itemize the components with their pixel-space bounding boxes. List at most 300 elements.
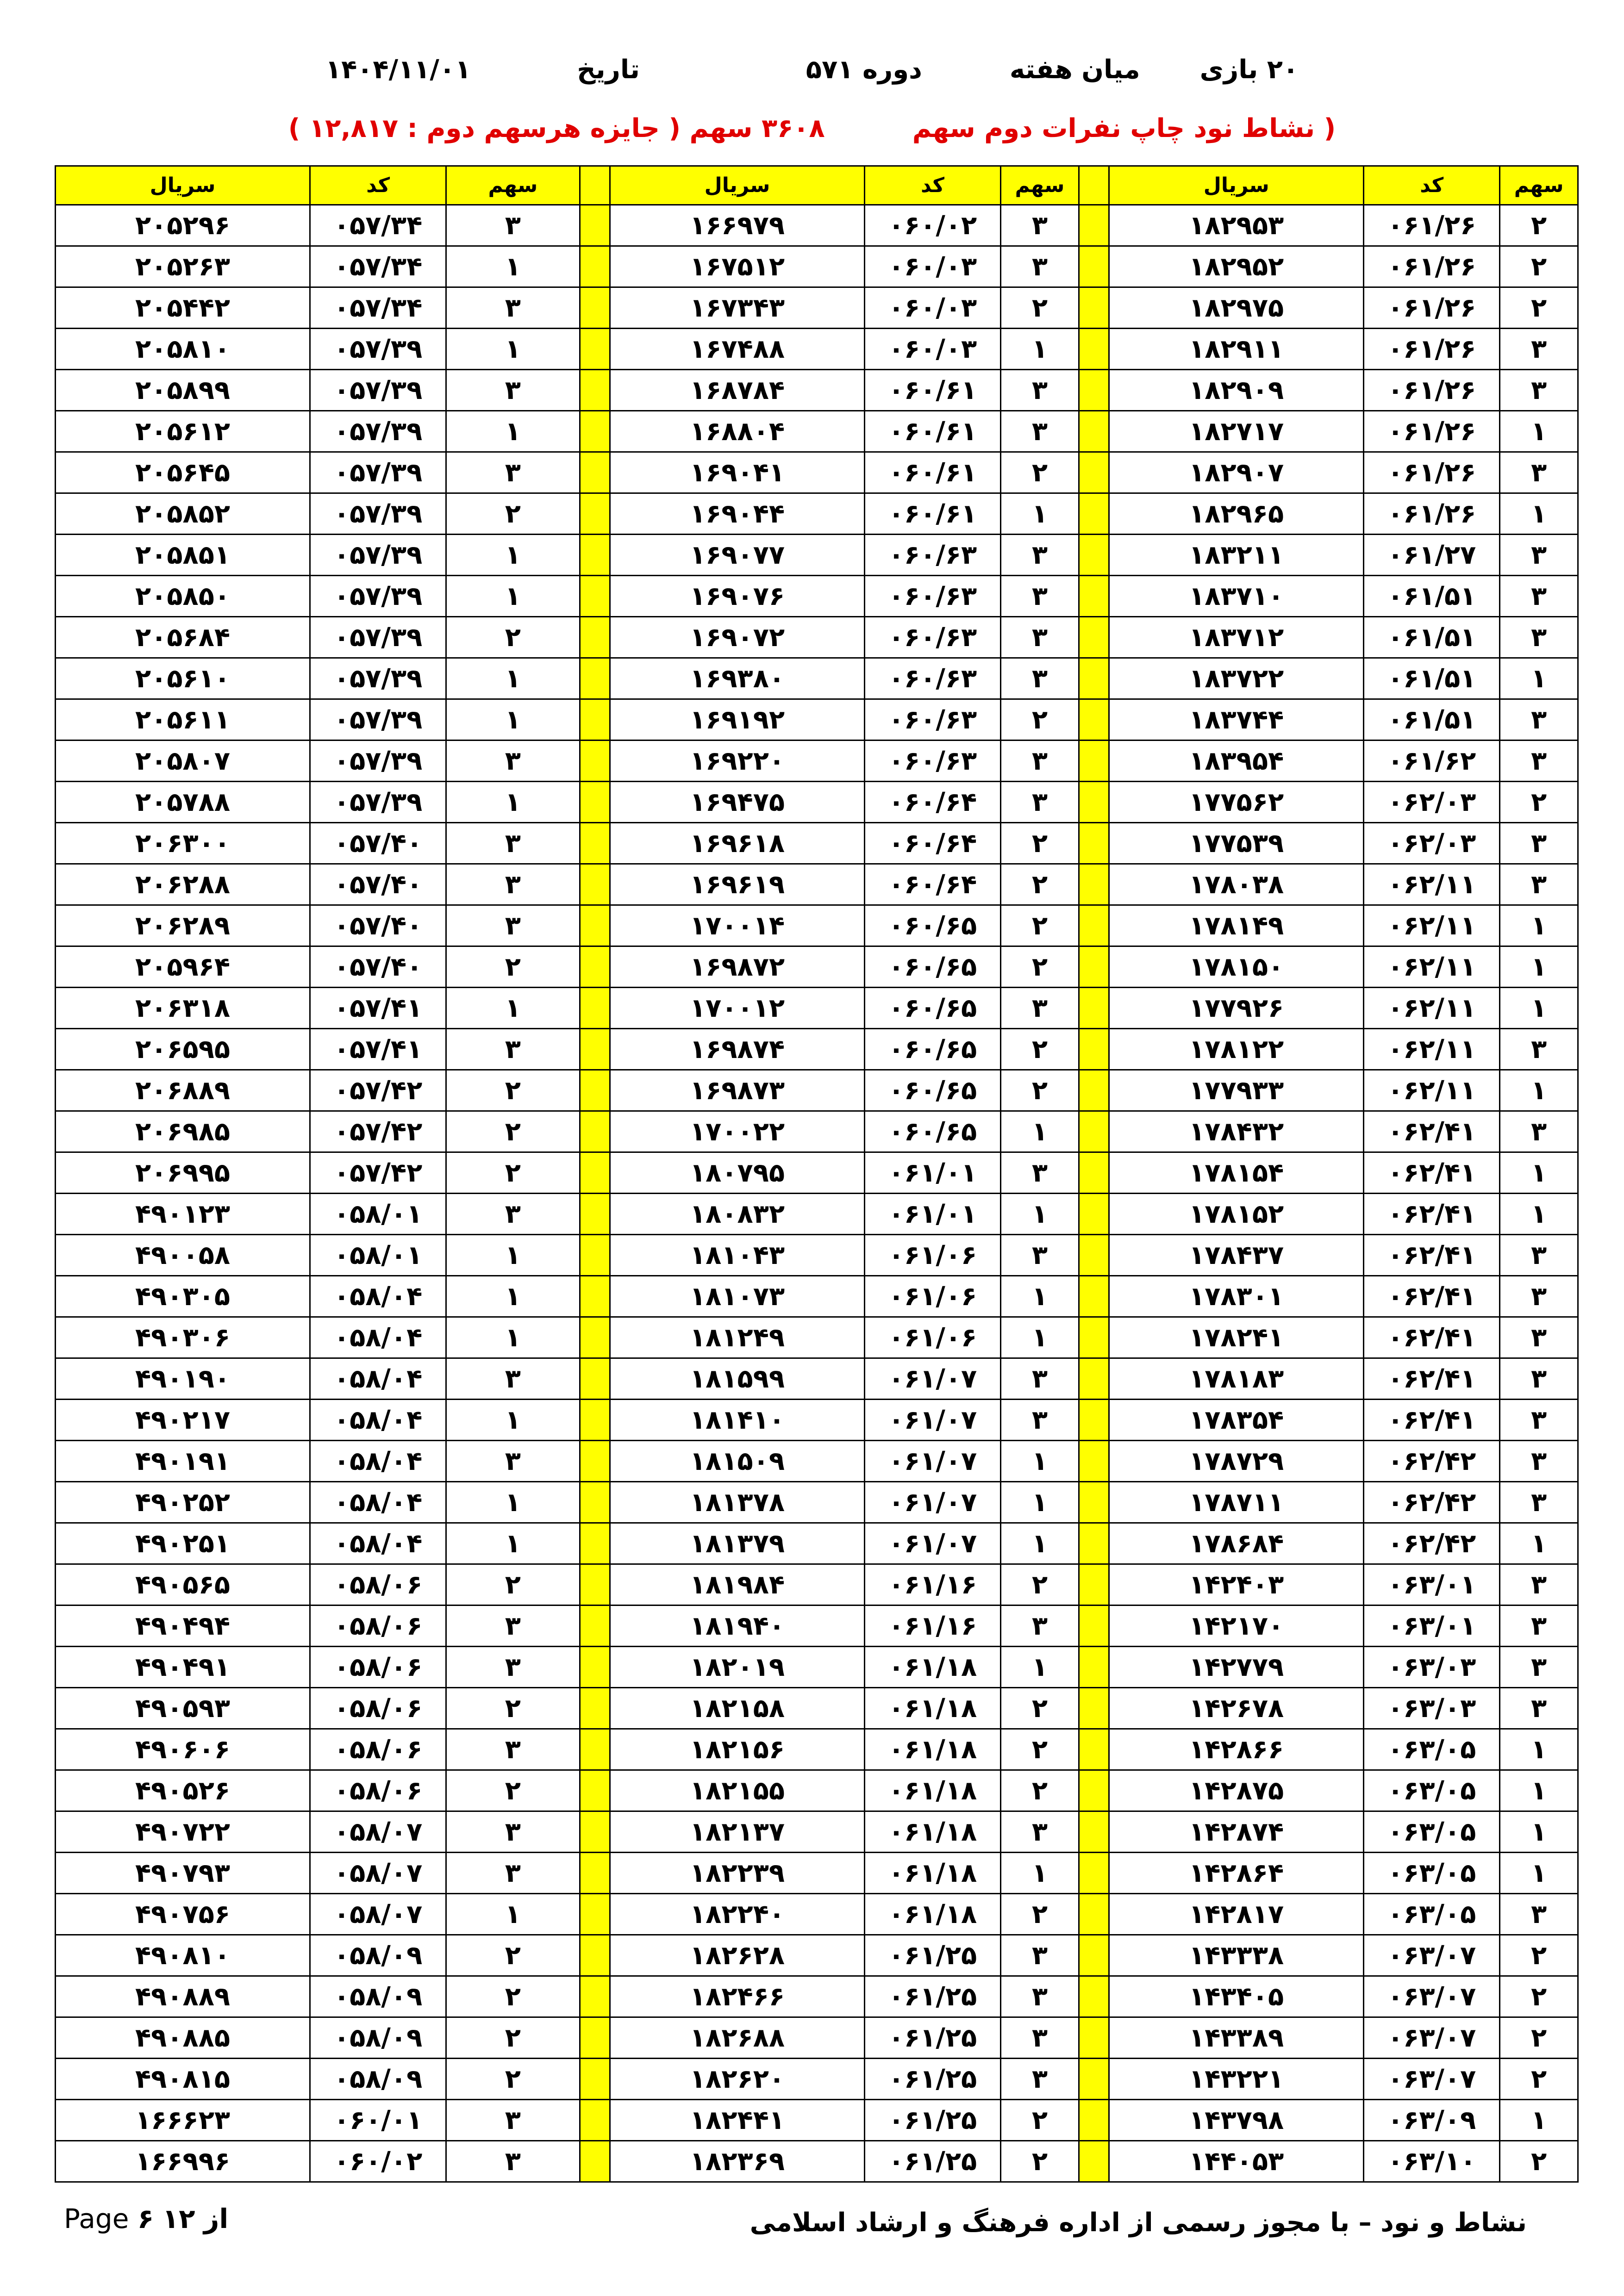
col-code-1: کد	[1364, 166, 1500, 205]
code-cell: ۰۶۳/۰۷	[1364, 1976, 1500, 2017]
column-separator	[1079, 1317, 1109, 1358]
code-cell: ۰۶۱/۰۷	[865, 1482, 1001, 1523]
code-cell: ۰۶۰/۰۲	[865, 205, 1001, 246]
column-separator	[1079, 1853, 1109, 1894]
serial-cell: ۴۹۰۱۹۱	[56, 1441, 310, 1482]
serial-cell: ۱۶۸۸۰۴	[610, 411, 865, 452]
share-cell: ۲	[1500, 246, 1578, 287]
serial-cell: ۴۹۰۸۸۵	[56, 2017, 310, 2059]
share-cell: ۲	[446, 1770, 580, 1811]
share-cell: ۳	[1001, 576, 1079, 617]
serial-cell: ۱۷۰۰۱۴	[610, 905, 865, 946]
share-cell: ۱	[1001, 1647, 1079, 1688]
code-cell: ۰۶۰/۰۳	[865, 329, 1001, 370]
column-separator	[1079, 287, 1109, 329]
table-row	[56, 1564, 1578, 1605]
share-cell: ۳	[1500, 1235, 1578, 1276]
share-cell: ۳	[1500, 1276, 1578, 1317]
table-row	[56, 782, 1578, 823]
serial-cell: ۱۶۶۶۲۳	[56, 2100, 310, 2141]
code-cell: ۰۶۲/۴۲	[1364, 1441, 1500, 1482]
share-cell: ۲	[446, 2059, 580, 2100]
column-separator	[580, 1935, 610, 1976]
share-cell: ۱	[446, 782, 580, 823]
share-cell: ۲	[1500, 1976, 1578, 2017]
share-cell: ۲	[1001, 1688, 1079, 1729]
serial-cell: ۲۰۵۸۱۰	[56, 329, 310, 370]
share-cell: ۲	[1001, 2141, 1079, 2182]
serial-cell: ۱۸۲۱۵۸	[610, 1688, 865, 1729]
code-cell: ۰۶۱/۲۶	[1364, 287, 1500, 329]
code-cell: ۰۶۲/۴۱	[1364, 1194, 1500, 1235]
code-cell: ۰۶۱/۰۶	[865, 1317, 1001, 1358]
column-separator	[580, 166, 610, 205]
code-cell: ۰۶۱/۲۷	[1364, 535, 1500, 576]
code-cell: ۰۶۱/۱۸	[865, 1688, 1001, 1729]
share-cell: ۳	[446, 864, 580, 905]
share-cell: ۲	[1001, 1894, 1079, 1935]
serial-cell: ۲۰۵۶۱۱	[56, 699, 310, 740]
serial-cell: ۲۰۵۶۱۲	[56, 411, 310, 452]
column-separator	[580, 1276, 610, 1317]
share-cell: ۳	[446, 1811, 580, 1853]
column-separator	[580, 535, 610, 576]
serial-cell: ۱۴۳۲۲۱	[1109, 2059, 1364, 2100]
code-cell: ۰۶۱/۲۶	[1364, 493, 1500, 535]
share-cell: ۲	[1500, 2141, 1578, 2182]
share-cell: ۳	[1500, 1400, 1578, 1441]
code-cell: ۰۶۱/۲۶	[1364, 370, 1500, 411]
subtitle-part-a: ( نشاط نود چاپ نفرات دوم سهم	[912, 113, 1336, 143]
serial-cell: ۱۷۸۷۲۹	[1109, 1441, 1364, 1482]
share-cell: ۲	[1001, 2100, 1079, 2141]
column-separator	[580, 2100, 610, 2141]
code-cell: ۰۶۰/۰۱	[310, 2100, 446, 2141]
column-separator	[1079, 576, 1109, 617]
serial-cell: ۱۶۹۰۴۴	[610, 493, 865, 535]
code-cell: ۰۵۸/۰۶	[310, 1688, 446, 1729]
serial-cell: ۱۴۳۷۹۸	[1109, 2100, 1364, 2141]
serial-cell: ۴۹۰۸۱۰	[56, 1935, 310, 1976]
column-separator	[1079, 905, 1109, 946]
share-cell: ۳	[446, 287, 580, 329]
share-cell: ۲	[446, 617, 580, 658]
serial-cell: ۱۶۹۴۷۵	[610, 782, 865, 823]
column-separator	[580, 411, 610, 452]
serial-cell: ۱۴۲۴۰۳	[1109, 1564, 1364, 1605]
code-cell: ۰۶۰/۶۵	[865, 988, 1001, 1029]
column-separator	[580, 576, 610, 617]
share-cell: ۳	[446, 1029, 580, 1070]
share-cell: ۱	[446, 1482, 580, 1523]
share-cell: ۲	[446, 1152, 580, 1194]
serial-cell: ۱۸۱۳۷۹	[610, 1523, 865, 1564]
share-cell: ۲	[1001, 1070, 1079, 1111]
share-cell: ۲	[446, 493, 580, 535]
code-cell: ۰۶۰/۶۱	[865, 370, 1001, 411]
serial-cell: ۱۸۳۷۱۲	[1109, 617, 1364, 658]
code-cell: ۰۵۷/۴۲	[310, 1111, 446, 1152]
col-serial-3: سریال	[56, 166, 310, 205]
share-cell: ۱	[446, 535, 580, 576]
code-cell: ۰۶۰/۶۳	[865, 617, 1001, 658]
code-cell: ۰۶۲/۱۱	[1364, 1029, 1500, 1070]
page-number: ۶	[137, 2203, 154, 2234]
column-separator	[580, 1070, 610, 1111]
share-cell: ۱	[446, 1235, 580, 1276]
column-separator	[1079, 1523, 1109, 1564]
subtitle-part-b: ۳۶۰۸ سهم ( جایزه هرسهم دوم : ۱۲,۸۱۷ )	[288, 113, 825, 143]
serial-cell: ۱۸۲۶۲۰	[610, 2059, 865, 2100]
code-cell: ۰۶۱/۰۶	[865, 1276, 1001, 1317]
column-separator	[580, 1194, 610, 1235]
serial-cell: ۱۷۰۰۲۲	[610, 1111, 865, 1152]
column-separator	[1079, 617, 1109, 658]
share-cell: ۲	[446, 2017, 580, 2059]
code-cell: ۰۵۸/۰۱	[310, 1235, 446, 1276]
share-cell: ۳	[1500, 1111, 1578, 1152]
share-cell: ۲	[446, 1688, 580, 1729]
table-row	[56, 1317, 1578, 1358]
code-cell: ۰۶۰/۶۴	[865, 864, 1001, 905]
code-cell: ۰۶۱/۲۶	[1364, 246, 1500, 287]
code-cell: ۰۶۱/۲۵	[865, 2059, 1001, 2100]
column-separator	[1079, 1194, 1109, 1235]
share-cell: ۲	[1001, 452, 1079, 493]
column-separator	[1079, 740, 1109, 782]
serial-cell: ۱۴۳۳۸۹	[1109, 2017, 1364, 2059]
share-cell: ۱	[1001, 329, 1079, 370]
serial-cell: ۲۰۶۹۹۵	[56, 1152, 310, 1194]
serial-cell: ۲۰۵۸۵۰	[56, 576, 310, 617]
share-cell: ۲	[1500, 2059, 1578, 2100]
table-row	[56, 1729, 1578, 1770]
serial-cell: ۱۸۲۳۶۹	[610, 2141, 865, 2182]
code-cell: ۰۵۸/۰۹	[310, 1976, 446, 2017]
serial-cell: ۴۹۰۴۹۱	[56, 1647, 310, 1688]
code-cell: ۰۵۷/۳۹	[310, 576, 446, 617]
share-cell: ۱	[1001, 1523, 1079, 1564]
share-cell: ۳	[1500, 1317, 1578, 1358]
column-separator	[580, 493, 610, 535]
code-cell: ۰۶۱/۰۷	[865, 1400, 1001, 1441]
share-cell: ۳	[446, 1853, 580, 1894]
code-cell: ۰۶۱/۲۵	[865, 2141, 1001, 2182]
weekday-label: میان هفته	[1009, 55, 1140, 85]
serial-cell: ۱۸۱۲۴۹	[610, 1317, 865, 1358]
column-separator	[1079, 1729, 1109, 1770]
table-row	[56, 1111, 1578, 1152]
column-separator	[1079, 1647, 1109, 1688]
serial-cell: ۱۸۲۹۰۷	[1109, 452, 1364, 493]
column-separator	[580, 370, 610, 411]
code-cell: ۰۵۷/۳۴	[310, 246, 446, 287]
column-separator	[580, 205, 610, 246]
share-cell: ۳	[1001, 1358, 1079, 1400]
code-cell: ۰۶۱/۰۶	[865, 1235, 1001, 1276]
share-cell: ۳	[1001, 740, 1079, 782]
table-row	[56, 1894, 1578, 1935]
code-cell: ۰۵۷/۳۹	[310, 329, 446, 370]
code-cell: ۰۶۳/۰۵	[1364, 1729, 1500, 1770]
share-cell: ۱	[446, 658, 580, 699]
column-separator	[1079, 823, 1109, 864]
table-row	[56, 1770, 1578, 1811]
column-separator	[580, 1523, 610, 1564]
share-cell: ۲	[1500, 782, 1578, 823]
code-cell: ۰۶۱/۲۵	[865, 1935, 1001, 1976]
column-separator	[580, 823, 610, 864]
share-cell: ۲	[446, 1070, 580, 1111]
column-separator	[580, 2141, 610, 2182]
code-cell: ۰۵۸/۰۹	[310, 2017, 446, 2059]
serial-cell: ۲۰۵۶۸۴	[56, 617, 310, 658]
code-cell: ۰۵۸/۰۴	[310, 1317, 446, 1358]
share-cell: ۱	[1001, 1194, 1079, 1235]
share-cell: ۳	[1001, 1811, 1079, 1853]
share-cell: ۳	[1500, 699, 1578, 740]
serial-cell: ۱۸۱۹۸۴	[610, 1564, 865, 1605]
share-cell: ۱	[446, 329, 580, 370]
serial-cell: ۲۰۵۷۸۸	[56, 782, 310, 823]
share-cell: ۳	[1500, 1688, 1578, 1729]
column-separator	[580, 1564, 610, 1605]
share-cell: ۳	[1500, 1029, 1578, 1070]
share-cell: ۳	[1001, 535, 1079, 576]
serial-cell: ۱۷۸۱۵۰	[1109, 946, 1364, 988]
code-cell: ۰۶۱/۱۸	[865, 1770, 1001, 1811]
serial-cell: ۴۹۰۲۵۲	[56, 1482, 310, 1523]
col-share-1: سهم	[1500, 166, 1578, 205]
share-cell: ۲	[446, 1976, 580, 2017]
column-separator	[1079, 370, 1109, 411]
code-cell: ۰۶۱/۱۸	[865, 1729, 1001, 1770]
code-cell: ۰۵۸/۰۴	[310, 1441, 446, 1482]
serial-cell: ۱۷۷۵۶۲	[1109, 782, 1364, 823]
code-cell: ۰۵۷/۳۹	[310, 535, 446, 576]
code-cell: ۰۶۰/۶۵	[865, 1070, 1001, 1111]
serial-cell: ۲۰۵۹۶۴	[56, 946, 310, 988]
code-cell: ۰۶۱/۱۶	[865, 1605, 1001, 1647]
serial-cell: ۱۸۳۹۵۴	[1109, 740, 1364, 782]
serial-cell: ۱۶۹۰۷۷	[610, 535, 865, 576]
table-row	[56, 905, 1578, 946]
code-cell: ۰۶۲/۱۱	[1364, 905, 1500, 946]
code-cell: ۰۵۷/۳۹	[310, 782, 446, 823]
column-separator	[1079, 1564, 1109, 1605]
code-cell: ۰۵۸/۰۷	[310, 1894, 446, 1935]
serial-cell: ۱۶۷۴۸۸	[610, 329, 865, 370]
code-cell: ۰۶۰/۶۳	[865, 658, 1001, 699]
share-cell: ۳	[1500, 1482, 1578, 1523]
serial-cell: ۴۹۰۸۱۵	[56, 2059, 310, 2100]
share-cell: ۳	[1500, 617, 1578, 658]
serial-cell: ۱۸۲۱۵۶	[610, 1729, 865, 1770]
share-cell: ۱	[1500, 493, 1578, 535]
serial-cell: ۱۸۲۴۶۶	[610, 1976, 865, 2017]
serial-cell: ۱۷۸۳۰۱	[1109, 1276, 1364, 1317]
column-separator	[1079, 1482, 1109, 1523]
share-cell: ۱	[1500, 2100, 1578, 2141]
column-separator	[580, 864, 610, 905]
column-separator	[580, 1894, 610, 1935]
share-cell: ۳	[1001, 2017, 1079, 2059]
code-cell: ۰۵۸/۰۴	[310, 1276, 446, 1317]
share-cell: ۳	[1001, 2059, 1079, 2100]
serial-cell: ۱۸۱۹۴۰	[610, 1605, 865, 1647]
code-cell: ۰۶۳/۰۳	[1364, 1647, 1500, 1688]
column-separator	[1079, 988, 1109, 1029]
serial-cell: ۱۷۸۶۸۴	[1109, 1523, 1364, 1564]
serial-cell: ۴۹۰۶۰۶	[56, 1729, 310, 1770]
table-row	[56, 493, 1578, 535]
serial-cell: ۱۷۷۹۳۳	[1109, 1070, 1364, 1111]
serial-cell: ۱۴۲۸۶۴	[1109, 1853, 1364, 1894]
column-separator	[580, 1235, 610, 1276]
page-indicator	[64, 2203, 228, 2234]
code-cell: ۰۶۳/۰۷	[1364, 2059, 1500, 2100]
share-cell: ۱	[446, 246, 580, 287]
code-cell: ۰۵۷/۴۰	[310, 823, 446, 864]
table-row	[56, 246, 1578, 287]
share-cell: ۱	[1500, 1770, 1578, 1811]
share-cell: ۱	[1500, 1152, 1578, 1194]
share-cell: ۲	[1001, 1029, 1079, 1070]
column-separator	[580, 1029, 610, 1070]
share-cell: ۱	[1500, 905, 1578, 946]
date-value: ۱۴۰۴/۱۱/۰۱	[325, 55, 471, 85]
serial-cell: ۱۴۳۴۰۵	[1109, 1976, 1364, 2017]
code-cell: ۰۵۷/۴۱	[310, 988, 446, 1029]
share-cell: ۲	[1001, 905, 1079, 946]
serial-cell: ۱۷۸۳۵۴	[1109, 1400, 1364, 1441]
table-row	[56, 1811, 1578, 1853]
serial-cell: ۲۰۶۳۰۰	[56, 823, 310, 864]
code-cell: ۰۶۱/۲۵	[865, 2017, 1001, 2059]
table-row	[56, 658, 1578, 699]
serial-cell: ۴۹۰۸۸۹	[56, 1976, 310, 2017]
serial-cell: ۱۷۰۰۱۲	[610, 988, 865, 1029]
share-cell: ۱	[1500, 1194, 1578, 1235]
code-cell: ۰۶۱/۲۶	[1364, 205, 1500, 246]
share-cell: ۱	[1500, 1729, 1578, 1770]
serial-cell: ۱۴۴۰۵۳	[1109, 2141, 1364, 2182]
serial-cell: ۱۷۸۱۸۳	[1109, 1358, 1364, 1400]
serial-cell: ۱۶۹۸۷۲	[610, 946, 865, 988]
share-cell: ۲	[1001, 287, 1079, 329]
code-cell: ۰۵۷/۳۹	[310, 370, 446, 411]
serial-cell: ۱۷۸۱۲۲	[1109, 1029, 1364, 1070]
column-separator	[1079, 166, 1109, 205]
serial-cell: ۱۸۱۴۱۰	[610, 1400, 865, 1441]
serial-cell: ۲۰۵۸۵۱	[56, 535, 310, 576]
share-cell: ۳	[1500, 1894, 1578, 1935]
share-cell: ۳	[1500, 1441, 1578, 1482]
column-separator	[580, 740, 610, 782]
serial-cell: ۴۹۰۳۰۵	[56, 1276, 310, 1317]
share-cell: ۳	[1001, 205, 1079, 246]
column-separator	[580, 452, 610, 493]
serial-cell: ۱۸۲۶۲۸	[610, 1935, 865, 1976]
serial-cell: ۱۸۲۹۵۳	[1109, 205, 1364, 246]
code-cell: ۰۶۲/۱۱	[1364, 988, 1500, 1029]
code-cell: ۰۶۲/۴۱	[1364, 1111, 1500, 1152]
code-cell: ۰۶۲/۱۱	[1364, 864, 1500, 905]
code-cell: ۰۵۷/۳۹	[310, 452, 446, 493]
share-cell: ۳	[1500, 1647, 1578, 1688]
serial-cell: ۱۶۹۲۲۰	[610, 740, 865, 782]
table-row	[56, 411, 1578, 452]
code-cell: ۰۶۲/۴۱	[1364, 1276, 1500, 1317]
table-row	[56, 617, 1578, 658]
code-cell: ۰۶۱/۲۶	[1364, 329, 1500, 370]
share-cell: ۱	[446, 699, 580, 740]
serial-cell: ۱۶۹۸۷۴	[610, 1029, 865, 1070]
share-cell: ۳	[446, 1441, 580, 1482]
serial-cell: ۱۸۳۷۲۲	[1109, 658, 1364, 699]
code-cell: ۰۶۳/۰۳	[1364, 1688, 1500, 1729]
code-cell: ۰۶۲/۱۱	[1364, 946, 1500, 988]
table-row	[56, 1523, 1578, 1564]
share-cell: ۱	[1001, 1482, 1079, 1523]
serial-cell: ۱۸۲۹۰۹	[1109, 370, 1364, 411]
column-separator	[1079, 658, 1109, 699]
share-cell: ۱	[446, 1276, 580, 1317]
col-share-3: سهم	[446, 166, 580, 205]
share-cell: ۳	[446, 370, 580, 411]
column-separator	[580, 1317, 610, 1358]
serial-cell: ۴۹۰۳۰۶	[56, 1317, 310, 1358]
column-separator	[1079, 1152, 1109, 1194]
code-cell: ۰۵۸/۰۷	[310, 1853, 446, 1894]
serial-cell: ۴۹۰۴۹۴	[56, 1605, 310, 1647]
code-cell: ۰۶۱/۰۱	[865, 1152, 1001, 1194]
share-cell: ۱	[446, 1317, 580, 1358]
serial-cell: ۲۰۶۵۹۵	[56, 1029, 310, 1070]
serial-cell: ۱۶۹۶۱۹	[610, 864, 865, 905]
serial-cell: ۱۸۰۷۹۵	[610, 1152, 865, 1194]
column-separator	[1079, 1358, 1109, 1400]
serial-cell: ۱۴۲۸۷۴	[1109, 1811, 1364, 1853]
code-cell: ۰۶۲/۰۳	[1364, 823, 1500, 864]
share-cell: ۲	[1001, 1729, 1079, 1770]
code-cell: ۰۶۲/۴۱	[1364, 1235, 1500, 1276]
share-cell: ۳	[446, 2100, 580, 2141]
table-row	[56, 2059, 1578, 2100]
table-row	[56, 452, 1578, 493]
share-cell: ۱	[1001, 1276, 1079, 1317]
code-cell: ۰۶۱/۲۶	[1364, 452, 1500, 493]
share-cell: ۱	[1500, 1811, 1578, 1853]
serial-cell: ۲۰۵۸۵۲	[56, 493, 310, 535]
code-cell: ۰۶۰/۶۳	[865, 740, 1001, 782]
share-cell: ۲	[1001, 1564, 1079, 1605]
share-cell: ۳	[446, 823, 580, 864]
code-cell: ۰۵۷/۳۹	[310, 658, 446, 699]
share-cell: ۳	[1500, 1564, 1578, 1605]
code-cell: ۰۶۰/۶۵	[865, 1029, 1001, 1070]
table-row	[56, 205, 1578, 246]
serial-cell: ۱۴۲۸۶۶	[1109, 1729, 1364, 1770]
code-cell: ۰۵۷/۳۹	[310, 493, 446, 535]
table-header-row	[56, 166, 1578, 205]
table-row	[56, 1276, 1578, 1317]
code-cell: ۰۶۳/۰۵	[1364, 1770, 1500, 1811]
serial-cell: ۱۸۰۸۳۲	[610, 1194, 865, 1235]
code-cell: ۰۶۱/۰۷	[865, 1358, 1001, 1400]
code-cell: ۰۶۱/۲۵	[865, 2100, 1001, 2141]
col-share-2: سهم	[1001, 166, 1079, 205]
